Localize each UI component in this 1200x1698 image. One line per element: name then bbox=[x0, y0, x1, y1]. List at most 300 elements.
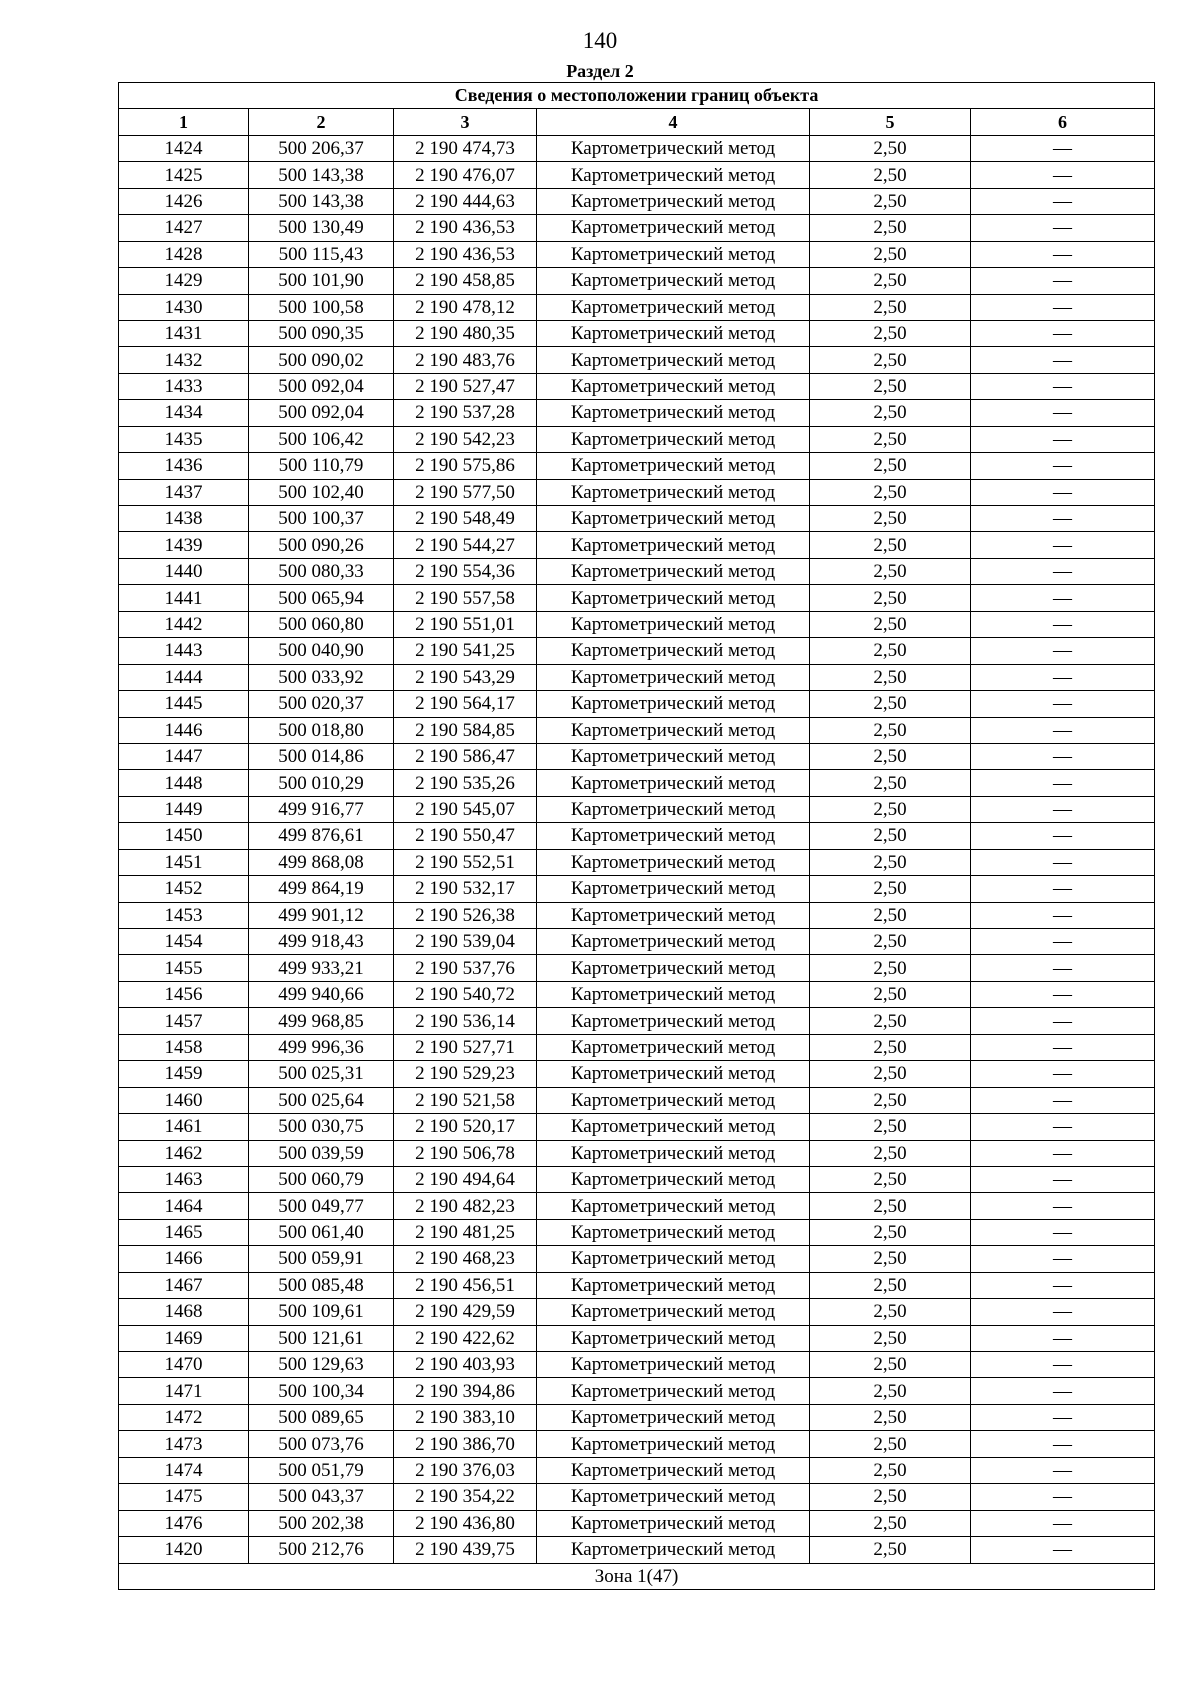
table-row bbox=[119, 1272, 1155, 1298]
x-coordinate-cell: 500 089,65 bbox=[249, 1404, 394, 1430]
accuracy-cell: 2,50 bbox=[810, 241, 971, 267]
description-cell: — bbox=[971, 162, 1155, 188]
x-coordinate-cell: 499 968,85 bbox=[249, 1008, 394, 1034]
table-row bbox=[119, 215, 1155, 241]
point-number-cell: 1476 bbox=[119, 1510, 249, 1536]
table-row bbox=[119, 1166, 1155, 1192]
point-number-cell: 1444 bbox=[119, 664, 249, 690]
point-number-cell: 1460 bbox=[119, 1087, 249, 1113]
method-cell: Картометрический метод bbox=[537, 1246, 810, 1272]
x-coordinate-cell: 500 051,79 bbox=[249, 1457, 394, 1483]
y-coordinate-cell: 2 190 436,53 bbox=[394, 241, 537, 267]
table-row bbox=[119, 1352, 1155, 1378]
y-coordinate-cell: 2 190 436,80 bbox=[394, 1510, 537, 1536]
y-coordinate-cell: 2 190 476,07 bbox=[394, 162, 537, 188]
y-coordinate-cell: 2 190 577,50 bbox=[394, 479, 537, 505]
description-cell: — bbox=[971, 1378, 1155, 1404]
table-row bbox=[119, 1246, 1155, 1272]
table-row bbox=[119, 902, 1155, 928]
method-cell: Картометрический метод bbox=[537, 929, 810, 955]
point-number-cell: 1474 bbox=[119, 1457, 249, 1483]
table-row bbox=[119, 400, 1155, 426]
x-coordinate-cell: 500 212,76 bbox=[249, 1537, 394, 1563]
description-cell: — bbox=[971, 320, 1155, 346]
method-cell: Картометрический метод bbox=[537, 1219, 810, 1245]
y-coordinate-cell: 2 190 539,04 bbox=[394, 929, 537, 955]
y-coordinate-cell: 2 190 494,64 bbox=[394, 1166, 537, 1192]
method-cell: Картометрический метод bbox=[537, 426, 810, 452]
y-coordinate-cell: 2 190 383,10 bbox=[394, 1404, 537, 1430]
y-coordinate-cell: 2 190 482,23 bbox=[394, 1193, 537, 1219]
x-coordinate-cell: 500 010,29 bbox=[249, 770, 394, 796]
point-number-cell: 1463 bbox=[119, 1166, 249, 1192]
accuracy-cell: 2,50 bbox=[810, 1352, 971, 1378]
y-coordinate-cell: 2 190 548,49 bbox=[394, 506, 537, 532]
x-coordinate-cell: 500 100,34 bbox=[249, 1378, 394, 1404]
x-coordinate-cell: 500 033,92 bbox=[249, 664, 394, 690]
y-coordinate-cell: 2 190 521,58 bbox=[394, 1087, 537, 1113]
table-row bbox=[119, 955, 1155, 981]
x-coordinate-cell: 500 043,37 bbox=[249, 1484, 394, 1510]
point-number-cell: 1430 bbox=[119, 294, 249, 320]
description-cell: — bbox=[971, 691, 1155, 717]
method-cell: Картометрический метод bbox=[537, 506, 810, 532]
point-number-cell: 1438 bbox=[119, 506, 249, 532]
method-cell: Картометрический метод bbox=[537, 691, 810, 717]
y-coordinate-cell: 2 190 403,93 bbox=[394, 1352, 537, 1378]
method-cell: Картометрический метод bbox=[537, 1510, 810, 1536]
accuracy-cell: 2,50 bbox=[810, 1034, 971, 1060]
accuracy-cell: 2,50 bbox=[810, 1219, 971, 1245]
y-coordinate-cell: 2 190 526,38 bbox=[394, 902, 537, 928]
method-cell: Картометрический метод bbox=[537, 1537, 810, 1563]
table-title-row bbox=[119, 83, 1155, 109]
table-row bbox=[119, 1378, 1155, 1404]
description-cell: — bbox=[971, 1510, 1155, 1536]
accuracy-cell: 2,50 bbox=[810, 638, 971, 664]
method-cell: Картометрический метод bbox=[537, 1193, 810, 1219]
x-coordinate-cell: 500 059,91 bbox=[249, 1246, 394, 1272]
point-number-cell: 1457 bbox=[119, 1008, 249, 1034]
method-cell: Картометрический метод bbox=[537, 1272, 810, 1298]
method-cell: Картометрический метод bbox=[537, 981, 810, 1007]
accuracy-cell: 2,50 bbox=[810, 1299, 971, 1325]
point-number-cell: 1469 bbox=[119, 1325, 249, 1351]
accuracy-cell: 2,50 bbox=[810, 188, 971, 214]
y-coordinate-cell: 2 190 444,63 bbox=[394, 188, 537, 214]
x-coordinate-cell: 500 090,26 bbox=[249, 532, 394, 558]
table-row bbox=[119, 1114, 1155, 1140]
table-row bbox=[119, 1034, 1155, 1060]
x-coordinate-cell: 500 025,64 bbox=[249, 1087, 394, 1113]
y-coordinate-cell: 2 190 529,23 bbox=[394, 1061, 537, 1087]
point-number-cell: 1453 bbox=[119, 902, 249, 928]
accuracy-cell: 2,50 bbox=[810, 929, 971, 955]
column-number-row bbox=[119, 109, 1155, 135]
description-cell: — bbox=[971, 1193, 1155, 1219]
y-coordinate-cell: 2 190 535,26 bbox=[394, 770, 537, 796]
table-row bbox=[119, 876, 1155, 902]
x-coordinate-cell: 500 018,80 bbox=[249, 717, 394, 743]
description-cell: — bbox=[971, 929, 1155, 955]
accuracy-cell: 2,50 bbox=[810, 585, 971, 611]
table-row bbox=[119, 849, 1155, 875]
method-cell: Картометрический метод bbox=[537, 611, 810, 637]
y-coordinate-cell: 2 190 376,03 bbox=[394, 1457, 537, 1483]
y-coordinate-cell: 2 190 552,51 bbox=[394, 849, 537, 875]
description-cell: — bbox=[971, 1114, 1155, 1140]
accuracy-cell: 2,50 bbox=[810, 1378, 971, 1404]
x-coordinate-cell: 499 901,12 bbox=[249, 902, 394, 928]
description-cell: — bbox=[971, 241, 1155, 267]
y-coordinate-cell: 2 190 436,53 bbox=[394, 215, 537, 241]
method-cell: Картометрический метод bbox=[537, 955, 810, 981]
table-row bbox=[119, 823, 1155, 849]
table-row bbox=[119, 268, 1155, 294]
y-coordinate-cell: 2 190 540,72 bbox=[394, 981, 537, 1007]
method-cell: Картометрический метод bbox=[537, 241, 810, 267]
point-number-cell: 1437 bbox=[119, 479, 249, 505]
accuracy-cell: 2,50 bbox=[810, 532, 971, 558]
column-header: 1 bbox=[119, 109, 249, 135]
description-cell: — bbox=[971, 268, 1155, 294]
description-cell: — bbox=[971, 981, 1155, 1007]
method-cell: Картометрический метод bbox=[537, 1484, 810, 1510]
description-cell: — bbox=[971, 135, 1155, 161]
x-coordinate-cell: 500 206,37 bbox=[249, 135, 394, 161]
table-row bbox=[119, 638, 1155, 664]
description-cell: — bbox=[971, 1087, 1155, 1113]
accuracy-cell: 2,50 bbox=[810, 426, 971, 452]
table-row bbox=[119, 585, 1155, 611]
description-cell: — bbox=[971, 479, 1155, 505]
y-coordinate-cell: 2 190 564,17 bbox=[394, 691, 537, 717]
method-cell: Картометрический метод bbox=[537, 638, 810, 664]
description-cell: — bbox=[971, 532, 1155, 558]
accuracy-cell: 2,50 bbox=[810, 876, 971, 902]
accuracy-cell: 2,50 bbox=[810, 1140, 971, 1166]
x-coordinate-cell: 500 110,79 bbox=[249, 453, 394, 479]
description-cell: — bbox=[971, 373, 1155, 399]
y-coordinate-cell: 2 190 527,47 bbox=[394, 373, 537, 399]
description-cell: — bbox=[971, 453, 1155, 479]
description-cell: — bbox=[971, 1352, 1155, 1378]
accuracy-cell: 2,50 bbox=[810, 1404, 971, 1430]
method-cell: Картометрический метод bbox=[537, 320, 810, 346]
method-cell: Картометрический метод bbox=[537, 373, 810, 399]
method-cell: Картометрический метод bbox=[537, 1457, 810, 1483]
accuracy-cell: 2,50 bbox=[810, 955, 971, 981]
point-number-cell: 1464 bbox=[119, 1193, 249, 1219]
x-coordinate-cell: 500 025,31 bbox=[249, 1061, 394, 1087]
y-coordinate-cell: 2 190 456,51 bbox=[394, 1272, 537, 1298]
point-number-cell: 1443 bbox=[119, 638, 249, 664]
accuracy-cell: 2,50 bbox=[810, 1114, 971, 1140]
table-row bbox=[119, 320, 1155, 346]
y-coordinate-cell: 2 190 544,27 bbox=[394, 532, 537, 558]
zone-label: Зона 1(47) bbox=[119, 1563, 1155, 1589]
y-coordinate-cell: 2 190 537,76 bbox=[394, 955, 537, 981]
y-coordinate-cell: 2 190 542,23 bbox=[394, 426, 537, 452]
method-cell: Картометрический метод bbox=[537, 1352, 810, 1378]
description-cell: — bbox=[971, 1246, 1155, 1272]
point-number-cell: 1448 bbox=[119, 770, 249, 796]
x-coordinate-cell: 500 065,94 bbox=[249, 585, 394, 611]
table-row bbox=[119, 347, 1155, 373]
column-header: 5 bbox=[810, 109, 971, 135]
method-cell: Картометрический метод bbox=[537, 1431, 810, 1457]
table-row bbox=[119, 135, 1155, 161]
point-number-cell: 1475 bbox=[119, 1484, 249, 1510]
accuracy-cell: 2,50 bbox=[810, 849, 971, 875]
method-cell: Картометрический метод bbox=[537, 1325, 810, 1351]
point-number-cell: 1455 bbox=[119, 955, 249, 981]
method-cell: Картометрический метод bbox=[537, 770, 810, 796]
x-coordinate-cell: 500 202,38 bbox=[249, 1510, 394, 1536]
accuracy-cell: 2,50 bbox=[810, 770, 971, 796]
point-number-cell: 1428 bbox=[119, 241, 249, 267]
table-row bbox=[119, 929, 1155, 955]
description-cell: — bbox=[971, 876, 1155, 902]
point-number-cell: 1425 bbox=[119, 162, 249, 188]
x-coordinate-cell: 499 876,61 bbox=[249, 823, 394, 849]
method-cell: Картометрический метод bbox=[537, 268, 810, 294]
accuracy-cell: 2,50 bbox=[810, 717, 971, 743]
y-coordinate-cell: 2 190 386,70 bbox=[394, 1431, 537, 1457]
method-cell: Картометрический метод bbox=[537, 453, 810, 479]
method-cell: Картометрический метод bbox=[537, 585, 810, 611]
accuracy-cell: 2,50 bbox=[810, 1008, 971, 1034]
x-coordinate-cell: 500 060,80 bbox=[249, 611, 394, 637]
accuracy-cell: 2,50 bbox=[810, 1510, 971, 1536]
table-body bbox=[119, 135, 1155, 1563]
x-coordinate-cell: 500 130,49 bbox=[249, 215, 394, 241]
y-coordinate-cell: 2 190 458,85 bbox=[394, 268, 537, 294]
point-number-cell: 1462 bbox=[119, 1140, 249, 1166]
table-row bbox=[119, 506, 1155, 532]
table-row bbox=[119, 479, 1155, 505]
y-coordinate-cell: 2 190 575,86 bbox=[394, 453, 537, 479]
description-cell: — bbox=[971, 717, 1155, 743]
description-cell: — bbox=[971, 558, 1155, 584]
point-number-cell: 1456 bbox=[119, 981, 249, 1007]
method-cell: Картометрический метод bbox=[537, 1140, 810, 1166]
point-number-cell: 1470 bbox=[119, 1352, 249, 1378]
table-row bbox=[119, 1087, 1155, 1113]
description-cell: — bbox=[971, 1325, 1155, 1351]
y-coordinate-cell: 2 190 483,76 bbox=[394, 347, 537, 373]
x-coordinate-cell: 500 121,61 bbox=[249, 1325, 394, 1351]
accuracy-cell: 2,50 bbox=[810, 347, 971, 373]
accuracy-cell: 2,50 bbox=[810, 162, 971, 188]
y-coordinate-cell: 2 190 474,73 bbox=[394, 135, 537, 161]
table-row bbox=[119, 770, 1155, 796]
column-header: 6 bbox=[971, 109, 1155, 135]
x-coordinate-cell: 500 106,42 bbox=[249, 426, 394, 452]
table-row bbox=[119, 1325, 1155, 1351]
description-cell: — bbox=[971, 400, 1155, 426]
x-coordinate-cell: 499 868,08 bbox=[249, 849, 394, 875]
method-cell: Картометрический метод bbox=[537, 876, 810, 902]
x-coordinate-cell: 500 109,61 bbox=[249, 1299, 394, 1325]
x-coordinate-cell: 500 080,33 bbox=[249, 558, 394, 584]
y-coordinate-cell: 2 190 541,25 bbox=[394, 638, 537, 664]
table-row bbox=[119, 1140, 1155, 1166]
accuracy-cell: 2,50 bbox=[810, 453, 971, 479]
accuracy-cell: 2,50 bbox=[810, 479, 971, 505]
description-cell: — bbox=[971, 347, 1155, 373]
point-number-cell: 1440 bbox=[119, 558, 249, 584]
point-number-cell: 1467 bbox=[119, 1272, 249, 1298]
method-cell: Картометрический метод bbox=[537, 1087, 810, 1113]
table-row bbox=[119, 241, 1155, 267]
x-coordinate-cell: 500 039,59 bbox=[249, 1140, 394, 1166]
method-cell: Картометрический метод bbox=[537, 1166, 810, 1192]
column-header: 2 bbox=[249, 109, 394, 135]
description-cell: — bbox=[971, 1140, 1155, 1166]
accuracy-cell: 2,50 bbox=[810, 1457, 971, 1483]
table-row bbox=[119, 1061, 1155, 1087]
x-coordinate-cell: 500 030,75 bbox=[249, 1114, 394, 1140]
point-number-cell: 1436 bbox=[119, 453, 249, 479]
x-coordinate-cell: 500 100,58 bbox=[249, 294, 394, 320]
x-coordinate-cell: 500 101,90 bbox=[249, 268, 394, 294]
accuracy-cell: 2,50 bbox=[810, 215, 971, 241]
point-number-cell: 1458 bbox=[119, 1034, 249, 1060]
y-coordinate-cell: 2 190 478,12 bbox=[394, 294, 537, 320]
accuracy-cell: 2,50 bbox=[810, 743, 971, 769]
point-number-cell: 1435 bbox=[119, 426, 249, 452]
point-number-cell: 1426 bbox=[119, 188, 249, 214]
x-coordinate-cell: 500 090,35 bbox=[249, 320, 394, 346]
y-coordinate-cell: 2 190 422,62 bbox=[394, 1325, 537, 1351]
point-number-cell: 1424 bbox=[119, 135, 249, 161]
method-cell: Картометрический метод bbox=[537, 188, 810, 214]
description-cell: — bbox=[971, 638, 1155, 664]
point-number-cell: 1454 bbox=[119, 929, 249, 955]
y-coordinate-cell: 2 190 551,01 bbox=[394, 611, 537, 637]
description-cell: — bbox=[971, 1457, 1155, 1483]
table-row bbox=[119, 1484, 1155, 1510]
description-cell: — bbox=[971, 743, 1155, 769]
table-row bbox=[119, 1008, 1155, 1034]
x-coordinate-cell: 500 020,37 bbox=[249, 691, 394, 717]
point-number-cell: 1471 bbox=[119, 1378, 249, 1404]
x-coordinate-cell: 500 102,40 bbox=[249, 479, 394, 505]
description-cell: — bbox=[971, 506, 1155, 532]
accuracy-cell: 2,50 bbox=[810, 1325, 971, 1351]
method-cell: Картометрический метод bbox=[537, 664, 810, 690]
point-number-cell: 1439 bbox=[119, 532, 249, 558]
table-row bbox=[119, 1431, 1155, 1457]
y-coordinate-cell: 2 190 543,29 bbox=[394, 664, 537, 690]
section-title: Раздел 2 bbox=[566, 61, 634, 81]
x-coordinate-cell: 500 060,79 bbox=[249, 1166, 394, 1192]
description-cell: — bbox=[971, 796, 1155, 822]
table-title: Сведения о местоположении границ объекта bbox=[119, 83, 1155, 109]
point-number-cell: 1433 bbox=[119, 373, 249, 399]
description-cell: — bbox=[971, 770, 1155, 796]
column-header: 4 bbox=[537, 109, 810, 135]
x-coordinate-cell: 500 085,48 bbox=[249, 1272, 394, 1298]
point-number-cell: 1420 bbox=[119, 1537, 249, 1563]
boundary-coordinates-table bbox=[118, 82, 1155, 1590]
method-cell: Картометрический метод bbox=[537, 1299, 810, 1325]
y-coordinate-cell: 2 190 429,59 bbox=[394, 1299, 537, 1325]
accuracy-cell: 2,50 bbox=[810, 1166, 971, 1192]
accuracy-cell: 2,50 bbox=[810, 1484, 971, 1510]
accuracy-cell: 2,50 bbox=[810, 691, 971, 717]
x-coordinate-cell: 500 073,76 bbox=[249, 1431, 394, 1457]
description-cell: — bbox=[971, 585, 1155, 611]
x-coordinate-cell: 499 916,77 bbox=[249, 796, 394, 822]
table-row bbox=[119, 373, 1155, 399]
point-number-cell: 1447 bbox=[119, 743, 249, 769]
x-coordinate-cell: 499 918,43 bbox=[249, 929, 394, 955]
point-number-cell: 1473 bbox=[119, 1431, 249, 1457]
table-row bbox=[119, 1193, 1155, 1219]
y-coordinate-cell: 2 190 545,07 bbox=[394, 796, 537, 822]
accuracy-cell: 2,50 bbox=[810, 1246, 971, 1272]
method-cell: Картометрический метод bbox=[537, 717, 810, 743]
y-coordinate-cell: 2 190 557,58 bbox=[394, 585, 537, 611]
zone-row bbox=[119, 1563, 1155, 1589]
point-number-cell: 1461 bbox=[119, 1114, 249, 1140]
point-number-cell: 1449 bbox=[119, 796, 249, 822]
method-cell: Картометрический метод bbox=[537, 1404, 810, 1430]
accuracy-cell: 2,50 bbox=[810, 400, 971, 426]
point-number-cell: 1432 bbox=[119, 347, 249, 373]
accuracy-cell: 2,50 bbox=[810, 320, 971, 346]
description-cell: — bbox=[971, 1431, 1155, 1457]
method-cell: Картометрический метод bbox=[537, 162, 810, 188]
point-number-cell: 1441 bbox=[119, 585, 249, 611]
table-row bbox=[119, 453, 1155, 479]
method-cell: Картометрический метод bbox=[537, 558, 810, 584]
description-cell: — bbox=[971, 1034, 1155, 1060]
description-cell: — bbox=[971, 1219, 1155, 1245]
accuracy-cell: 2,50 bbox=[810, 135, 971, 161]
method-cell: Картометрический метод bbox=[537, 1034, 810, 1060]
point-number-cell: 1452 bbox=[119, 876, 249, 902]
x-coordinate-cell: 500 143,38 bbox=[249, 188, 394, 214]
description-cell: — bbox=[971, 1404, 1155, 1430]
y-coordinate-cell: 2 190 537,28 bbox=[394, 400, 537, 426]
y-coordinate-cell: 2 190 394,86 bbox=[394, 1378, 537, 1404]
table-row bbox=[119, 1457, 1155, 1483]
accuracy-cell: 2,50 bbox=[810, 902, 971, 928]
x-coordinate-cell: 500 115,43 bbox=[249, 241, 394, 267]
y-coordinate-cell: 2 190 536,14 bbox=[394, 1008, 537, 1034]
point-number-cell: 1446 bbox=[119, 717, 249, 743]
accuracy-cell: 2,50 bbox=[810, 981, 971, 1007]
table-row bbox=[119, 691, 1155, 717]
description-cell: — bbox=[971, 823, 1155, 849]
x-coordinate-cell: 500 143,38 bbox=[249, 162, 394, 188]
description-cell: — bbox=[971, 1008, 1155, 1034]
y-coordinate-cell: 2 190 520,17 bbox=[394, 1114, 537, 1140]
description-cell: — bbox=[971, 1299, 1155, 1325]
table-row bbox=[119, 796, 1155, 822]
description-cell: — bbox=[971, 664, 1155, 690]
accuracy-cell: 2,50 bbox=[810, 1537, 971, 1563]
table-row bbox=[119, 1299, 1155, 1325]
y-coordinate-cell: 2 190 480,35 bbox=[394, 320, 537, 346]
table-row bbox=[119, 162, 1155, 188]
accuracy-cell: 2,50 bbox=[810, 823, 971, 849]
description-cell: — bbox=[971, 215, 1155, 241]
description-cell: — bbox=[971, 1537, 1155, 1563]
